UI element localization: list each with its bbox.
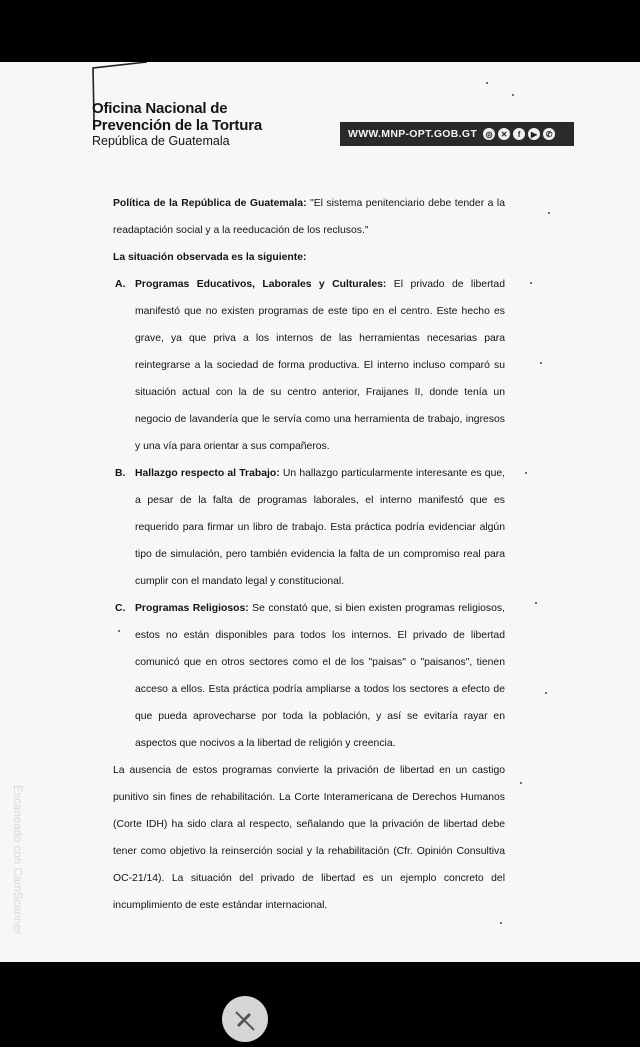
scan-speck (500, 922, 502, 924)
org-name-line2: Prevención de la Tortura (92, 117, 262, 134)
social-icons (483, 128, 555, 140)
scan-speck (540, 362, 542, 364)
whatsapp-icon: ✆ (543, 128, 555, 140)
scan-speck (545, 692, 547, 694)
policy-text: "El sistema penitenciario debe tender a la readaptación social y a la reeducación de los reclusos." (113, 198, 505, 236)
website-banner (340, 122, 574, 146)
instagram-icon: ◎ (483, 128, 495, 140)
facebook-icon: f (513, 128, 525, 140)
website-url: WWW.MNP-OPT.GOB.GT (348, 128, 478, 140)
item-text: El privado de libertad manifestó que no existen programas de este tipo en el centro. Este hecho es grave, ya que priva a los internos de las herramientas necesarias para reintegrarse a la sociedad de forma productiva. El interno incluso comparó su situación actual con la de su centro anterior, Fraijanes II, donde tenía un negocio de lavandería que le servía como una herramienta de trabajo, ingresos y una vía para orientar a sus compañeros. (135, 279, 505, 452)
document-body (113, 190, 505, 919)
list-item-c (113, 595, 505, 757)
scan-speck (535, 602, 537, 604)
scanned-page (0, 62, 640, 962)
item-letter: C. (115, 603, 126, 614)
org-country: República de Guatemala (92, 134, 230, 148)
item-title: Programas Religiosos: (135, 603, 249, 614)
twitter-icon: ✕ (498, 128, 510, 140)
scan-speck (486, 82, 488, 84)
org-header (92, 100, 262, 149)
item-title: Hallazgo respecto al Trabajo: (135, 468, 280, 479)
scan-speck (520, 782, 522, 784)
item-text: Se constató que, si bien existen programas religiosos, estos no están disponibles para todos los internos. El privado de libertad comunicó que en otros sectores como el de los "paisas" o "paisanos", tienen acceso a ellos. Esta práctica podría ampliarse a todos los sectores a efecto de que pueda aprovecharse por toda la población, y así se evitaría rayar en aspectos que nocivos a la libertad de religión y creencia. (135, 603, 505, 749)
paragraph-conclusion: La ausencia de estos programas convierte la privación de libertad en un castigo punitivo sin fines de rehabilitación. La Corte Interamericana de Derechos Humanos (Corte IDH) ha sido clara al respecto, señalando que la privación de libertad debe tener como objetivo la reinserción social y la rehabilitación (Cfr. Opinión Consultiva OC-21/14). La situación del privado de libertad es un ejemplo concreto del incumplimiento de este estándar internacional. (113, 765, 505, 911)
scan-speck (530, 282, 532, 284)
item-letter: A. (115, 279, 126, 290)
scan-speck (118, 630, 120, 632)
scan-speck (512, 94, 514, 96)
scanner-label: Escaneado con CamScanner (11, 785, 23, 935)
edit-fab-button[interactable] (222, 996, 268, 1042)
item-title: Programas Educativos, Laborales y Culturales: (135, 279, 387, 290)
paragraph-situation (113, 244, 505, 271)
paragraph-policy (113, 190, 505, 244)
list-item-a (113, 271, 505, 460)
scanner-watermark (9, 785, 25, 955)
policy-lead: Política de la República de Guatemala: (113, 198, 307, 209)
org-name-line1: Oficina Nacional de (92, 100, 228, 117)
list-item-b (113, 460, 505, 595)
scan-speck (525, 472, 527, 474)
item-text: Un hallazgo particularmente interesante es que, a pesar de la falta de programas laborales, el interno manifestó que es requerido para firmar un libro de trabajo. Esta práctica podría evidenciar algún tipo de simulación, pero también evidencia la falta de un compromiso real para cumplir con el mandato legal y constitucional. (135, 468, 506, 587)
pencil-slash-icon (222, 996, 268, 1042)
situation-text: La situación observada es la siguiente: (113, 252, 307, 263)
item-letter: B. (115, 468, 126, 479)
youtube-icon: ▶ (528, 128, 540, 140)
scan-speck (548, 212, 550, 214)
